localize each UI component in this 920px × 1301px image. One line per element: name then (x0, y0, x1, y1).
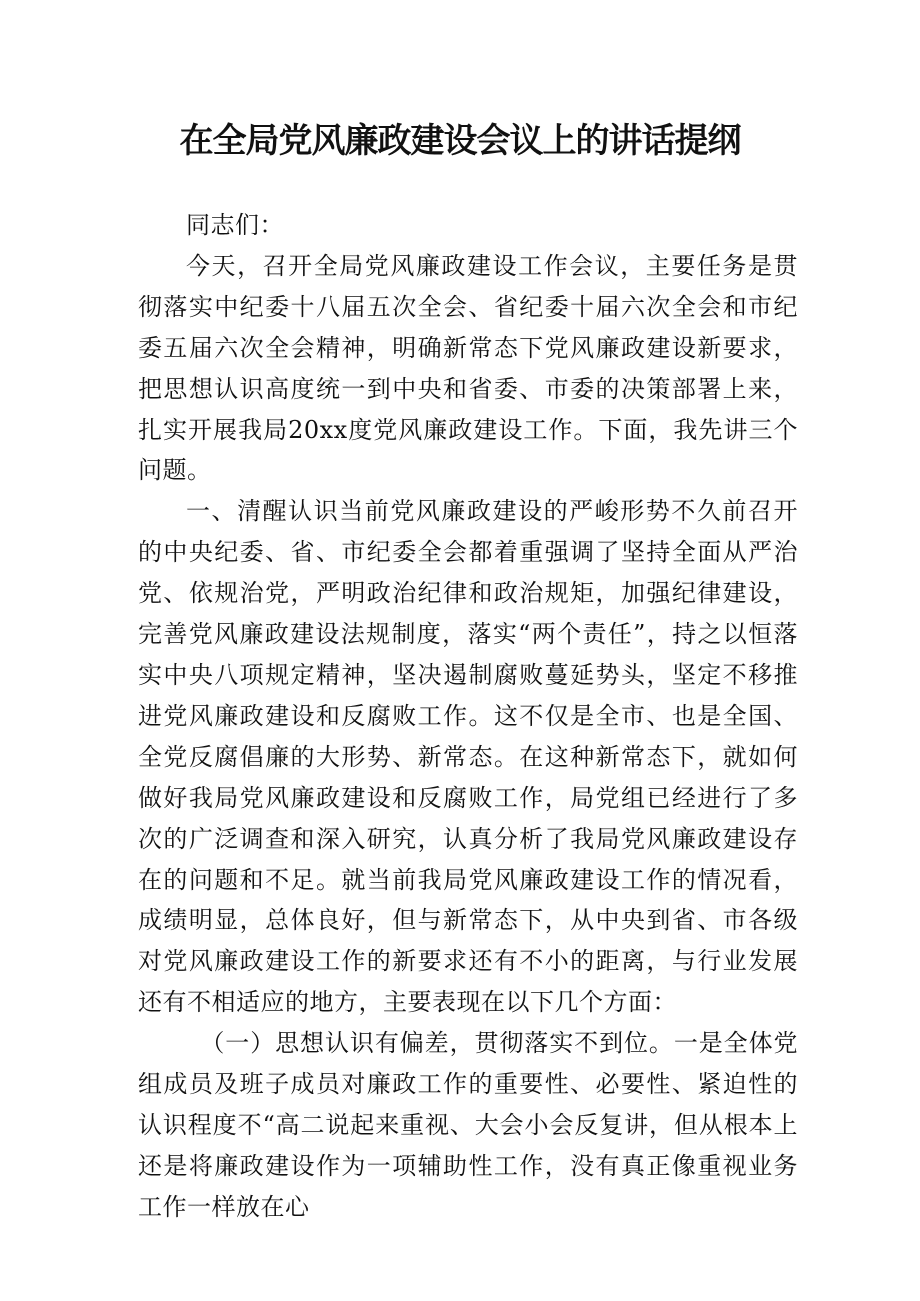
subsection-one-paragraph: （一）思想认识有偏差，贯彻落实不到位。一是全体党组成员及班子成员对廉政工作的重要性、必要性、紧迫性的认识程度不“高二说起来重视、大会小会反复讲，但从根本上还是将廉政建设作为一项辅助性工作，没有真正像重视业务工作一样放在心 (138, 1029, 798, 1221)
document-title: 在全局党风廉政建设会议上的讲话提纲 (179, 121, 741, 161)
intro-paragraph: 今天，召开全局党风廉政建设工作会议，主要任务是贯彻落实中纪委十八届五次全会、省纪委十届六次全会和市纪委五届六次全会精神，明确新常态下党风廉政建设新要求，把思想认识高度统一到中央和省委、市委的决策部署上来，扎实开展我局20xx度党风廉政建设工作。下面，我先讲三个问题。 (138, 251, 798, 485)
section-one-paragraph: 一、清醒认识当前党风廉政建设的严峻形势不久前召开的中央纪委、省、市纪委全会都着重强调了坚持全面从严治党、依规治党，严明政治纪律和政治规矩，加强纪律建设，完善党风廉政建设法规制度，落实“两个责任”，持之以恒落实中央八项规定精神，坚决遏制腐败蔓延势头，坚定不移推进党风廉政建设和反腐败工作。这不仅是全市、也是全国、全党反腐倡廉的大形势、新常态。在这种新常态下，就如何做好我局党风廉政建设和反腐败工作，局党组已经进行了多次的广泛调查和深入研究，认真分析了我局党风廉政建设存在的问题和不足。就当前我局党风廉政建设工作的情况看，成绩明显，总体良好，但与新常态下，从中央到省、市各级对党风廉政建设工作的新要求还有不小的距离，与行业发展还有不相适应的地方，主要表现在以下几个方面： (138, 497, 798, 1017)
document-body (138, 205, 798, 1228)
salutation-paragraph: 同志们： (186, 211, 284, 239)
